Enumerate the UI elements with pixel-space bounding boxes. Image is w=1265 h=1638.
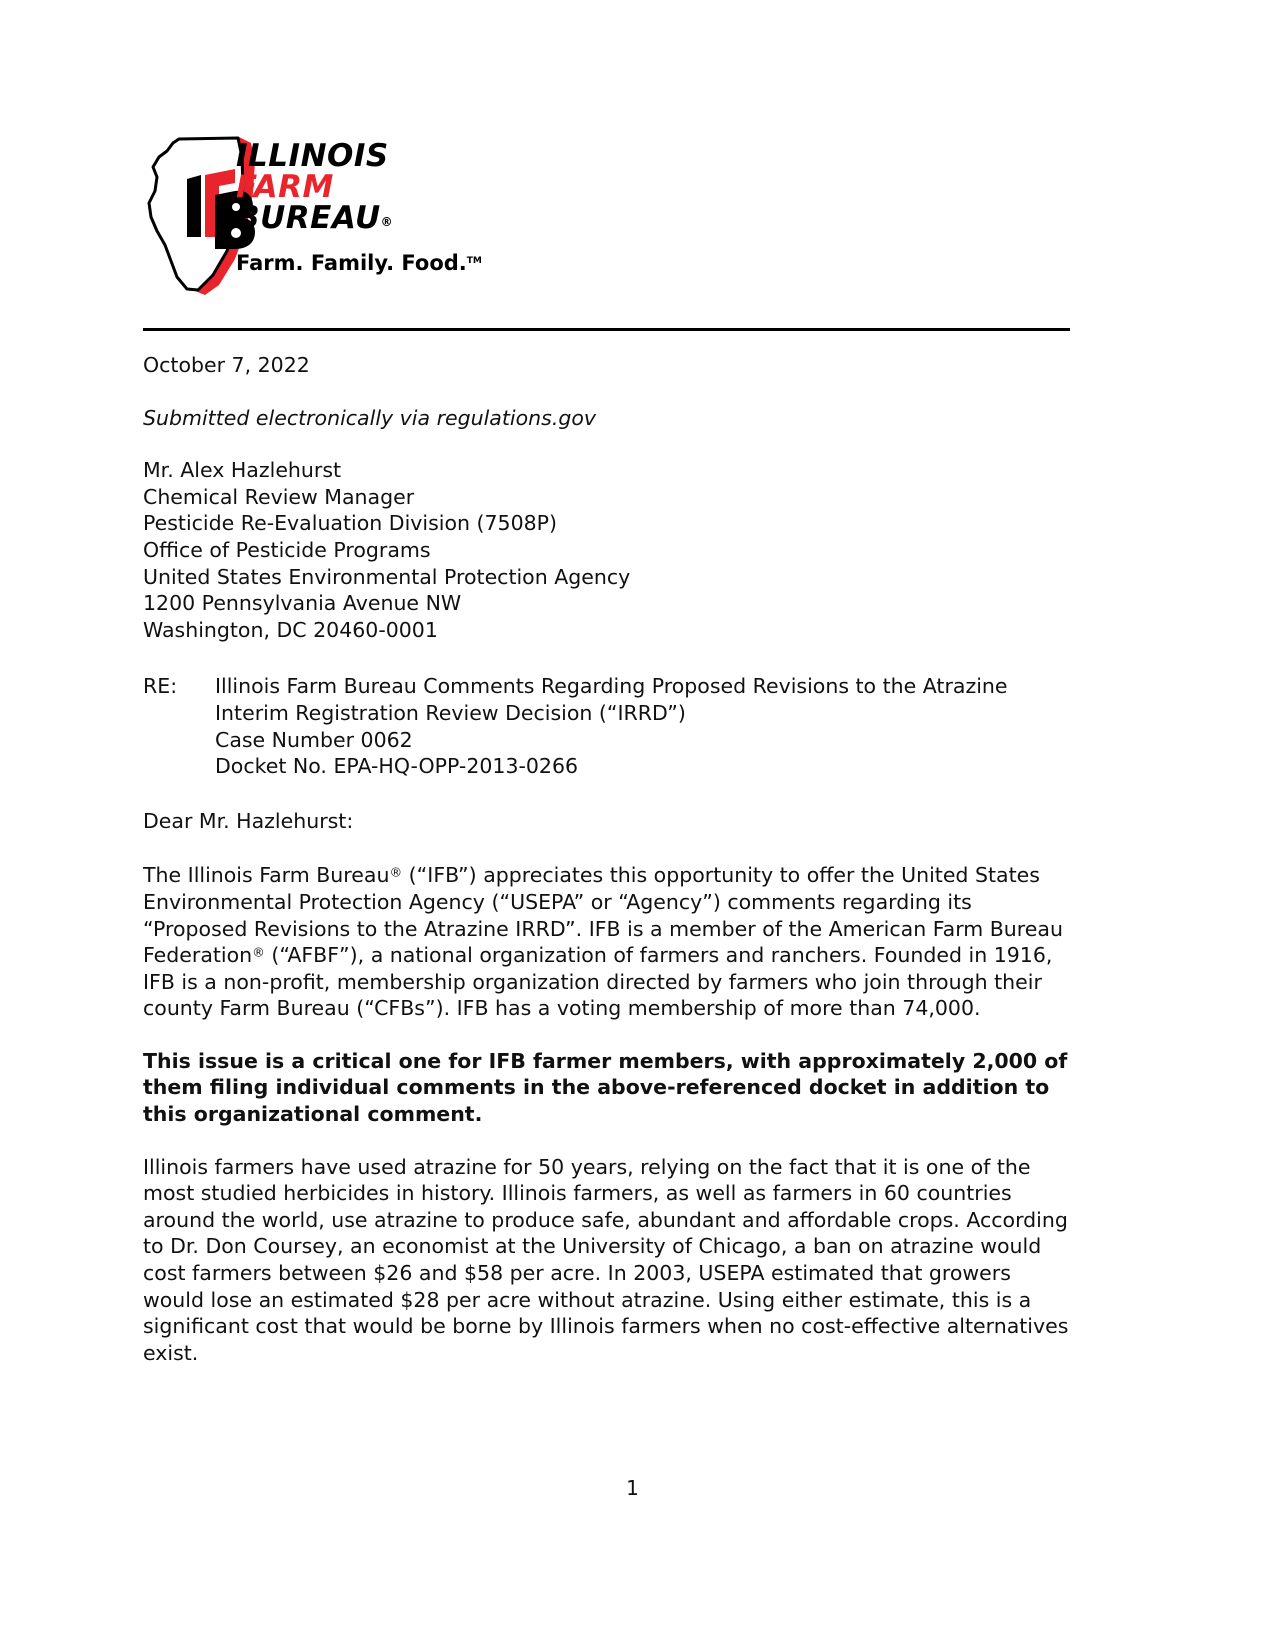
- paragraph-atrazine-use: Illinois farmers have used atrazine for 50 years, relying on the fact that it is one of the most studied herbicides in history. Illinois farmers, as well as farmers in 60 countries around the world, use atrazine to produce safe, abundant and affordable crops. According to Dr. Don Coursey, an economist at the University of Chicago, a ban on atrazine would cost farmers between $26 and $58 per acre. In 2003, USEPA estimated that growers would lose an estimated $28 per acre without atrazine. Using either estimate, this is a significant cost that would be borne by Illinois farmers when no cost-effective alternatives exist.: [143, 1154, 1069, 1365]
- re-lines: [215, 673, 1073, 779]
- letter-date: October 7, 2022: [143, 353, 310, 377]
- paragraph-intro-part2: (“IFB”) appreciates this opportunity to offer the United States Environmental Protection Agency (“USEPA” or “Agency”) comments regarding its “Proposed Revisions to the Atrazine IRRD”. IFB is a member of the American Farm Bureau Federation: [143, 863, 1063, 968]
- recipient-line: United States Environmental Protection Agency: [143, 564, 631, 589]
- trademark-icon: TM: [466, 256, 482, 266]
- re-line-case-number: Case Number 0062: [215, 727, 413, 752]
- logo-word-illinois: ILLINOIS: [236, 138, 389, 174]
- logo-wordmark: [236, 138, 486, 236]
- re-line-subject: Illinois Farm Bureau Comments Regarding Proposed Revisions to the Atrazine Interim Registration Review Decision (“IRRD”): [215, 674, 1008, 725]
- logo-tagline: [236, 251, 482, 275]
- recipient-line: 1200 Pennsylvania Avenue NW: [143, 591, 462, 616]
- logo-word-bureau: [236, 200, 486, 236]
- ifb-logo: [143, 133, 483, 298]
- letter-body: [143, 352, 1073, 1392]
- salutation: Dear Mr. Hazlehurst:: [143, 808, 354, 833]
- recipient-line: Mr. Alex Hazlehurst: [143, 458, 342, 483]
- recipient-line: Office of Pesticide Programs: [143, 537, 431, 562]
- recipient-line: Chemical Review Manager: [143, 484, 415, 509]
- registered-superscript-icon: ®: [252, 944, 265, 960]
- recipient-line: Pesticide Re-Evaluation Division (7508P): [143, 511, 558, 536]
- letterhead-divider: [143, 328, 1070, 331]
- logo-word-farm: FARM: [236, 169, 334, 205]
- re-line-docket-number: Docket No. EPA-HQ-OPP-2013-0266: [215, 754, 579, 779]
- paragraph-intro-part3: (“AFBF”), a national organization of farmers and ranchers. Founded in 1916, IFB is a non-profit, membership organization directed by farmers who join through their county Farm Bureau (“CFBs”). IFB has a voting membership of more than 74,000.: [143, 943, 1053, 1021]
- logo-word-bureau-text: BUREAU: [236, 200, 381, 236]
- page-number: 1: [626, 1476, 639, 1500]
- paragraph-intro: [143, 862, 1073, 1022]
- recipient-line: Washington, DC 20460-0001: [143, 617, 438, 642]
- registered-superscript-icon: ®: [389, 864, 403, 880]
- recipient-address: [143, 457, 1073, 643]
- logo-tagline-text: Farm. Family. Food.: [236, 251, 467, 275]
- registered-trademark-icon: ®: [380, 215, 394, 229]
- paragraph-critical-issue: This issue is a critical one for IFB farmer members, with approximately 2,000 of them filing individual comments in the above-referenced docket in addition to this organizational comment.: [143, 1048, 1068, 1127]
- paragraph-intro-part1: The Illinois Farm Bureau: [143, 863, 390, 888]
- submission-note: Submitted electronically via regulations.gov: [143, 405, 597, 430]
- re-label: RE:: [143, 674, 178, 699]
- re-subject-block: [143, 673, 1073, 779]
- letterhead: [143, 133, 483, 298]
